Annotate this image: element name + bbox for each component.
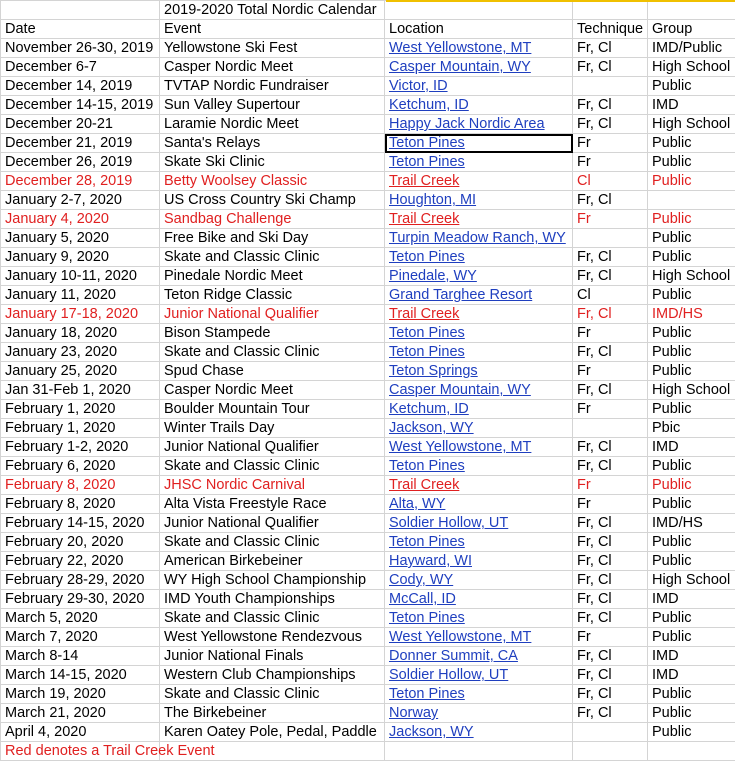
cell-event[interactable]: Boulder Mountain Tour [160,400,385,419]
table-row [1,438,735,457]
cell-date[interactable]: December 21, 2019 [1,134,160,153]
cell-group[interactable]: IMD [648,96,735,115]
cell-date[interactable]: February 22, 2020 [1,552,160,571]
cell-technique[interactable]: Fr [573,628,648,647]
cell-group[interactable]: IMD/HS [648,305,735,324]
cell-date[interactable]: February 1, 2020 [1,400,160,419]
cell-technique[interactable]: Fr, Cl [573,666,648,685]
cell-event[interactable]: Bison Stampede [160,324,385,343]
cell-technique[interactable] [573,723,648,742]
cell-location-link[interactable]: Jackson, WY [385,723,573,742]
cell-event[interactable]: Teton Ridge Classic [160,286,385,305]
cell-date[interactable]: February 6, 2020 [1,457,160,476]
cell-location-link[interactable]: Pinedale, WY [385,267,573,286]
cell-location-link[interactable]: West Yellowstone, MT [385,39,573,58]
cell-technique[interactable]: Fr, Cl [573,96,648,115]
cell-group[interactable]: Public [648,343,735,362]
cell-event[interactable]: Junior National Qualifier [160,305,385,324]
cell-event[interactable]: Skate and Classic Clinic [160,685,385,704]
cell-event[interactable]: Casper Nordic Meet [160,58,385,77]
table-row [1,210,735,229]
cell-location-link[interactable]: Casper Mountain, WY [385,58,573,77]
cell-technique[interactable]: Cl [573,172,648,191]
cell-group[interactable]: Pbic [648,419,735,438]
cell-event[interactable]: Free Bike and Ski Day [160,229,385,248]
cell-date[interactable]: December 14, 2019 [1,77,160,96]
cell-technique[interactable]: Fr, Cl [573,647,648,666]
table-row [1,191,735,210]
cell-location-link[interactable]: Casper Mountain, WY [385,381,573,400]
cell-location-link[interactable]: Teton Pines [385,324,573,343]
cell-event[interactable]: Sun Valley Supertour [160,96,385,115]
cell-group[interactable]: Public [648,457,735,476]
cell-group[interactable]: High School [648,115,735,134]
cell-location-link[interactable]: Teton Pines [385,343,573,362]
cell-date[interactable]: March 8-14 [1,647,160,666]
cell-date[interactable]: December 6-7 [1,58,160,77]
cell-event[interactable]: Spud Chase [160,362,385,381]
cell-date[interactable]: January 18, 2020 [1,324,160,343]
cell-location-link[interactable]: Soldier Hollow, UT [385,666,573,685]
cell-date[interactable]: January 17-18, 2020 [1,305,160,324]
cell-group[interactable]: Public [648,153,735,172]
cell-location-link[interactable]: Turpin Meadow Ranch, WY [385,229,573,248]
cell-event[interactable]: WY High School Championship [160,571,385,590]
cell-date[interactable]: April 4, 2020 [1,723,160,742]
table-row [1,533,735,552]
table-row [1,286,735,305]
table-row [1,77,735,96]
cell-technique[interactable]: Fr, Cl [573,438,648,457]
cell-group[interactable]: Public [648,552,735,571]
cell-event[interactable]: American Birkebeiner [160,552,385,571]
cell-date[interactable]: December 26, 2019 [1,153,160,172]
table-row [1,362,735,381]
table-row [1,153,735,172]
cell-empty[interactable] [648,1,735,20]
footnote-text[interactable]: Red denotes a Trail Creek Event [1,742,160,761]
cell-location-link[interactable]: Trail Creek [385,210,573,229]
table-row [1,704,735,723]
cell-location-link[interactable]: Ketchum, ID [385,96,573,115]
cell-technique[interactable]: Fr, Cl [573,381,648,400]
cell-location-link[interactable]: Happy Jack Nordic Area [385,115,573,134]
table-row [1,172,735,191]
cell-technique[interactable]: Fr, Cl [573,590,648,609]
cell-event[interactable]: Karen Oatey Pole, Pedal, Paddle [160,723,385,742]
cell-event[interactable]: Junior National Finals [160,647,385,666]
cell-event[interactable]: Casper Nordic Meet [160,381,385,400]
cell-event[interactable]: Betty Woolsey Classic [160,172,385,191]
cell-group[interactable]: Public [648,723,735,742]
cell-group[interactable]: Public [648,400,735,419]
cell-technique[interactable]: Fr, Cl [573,343,648,362]
table-row [1,229,735,248]
table-row [1,400,735,419]
cell-location-link[interactable]: Teton Springs [385,362,573,381]
cell-technique[interactable]: Fr, Cl [573,457,648,476]
table-row [1,571,735,590]
cell-location-link[interactable]: West Yellowstone, MT [385,438,573,457]
cell-event[interactable]: Western Club Championships [160,666,385,685]
table-row [1,666,735,685]
cell-technique[interactable]: Cl [573,286,648,305]
cell-date[interactable]: January 11, 2020 [1,286,160,305]
cell-date[interactable]: December 28, 2019 [1,172,160,191]
cell-date[interactable]: February 20, 2020 [1,533,160,552]
cell-location-link[interactable]: Jackson, WY [385,419,573,438]
cell-location-link[interactable]: Teton Pines [385,685,573,704]
cell-technique[interactable]: Fr, Cl [573,115,648,134]
table-row [1,96,735,115]
cell-date[interactable]: March 5, 2020 [1,609,160,628]
table-row [1,685,735,704]
cell-date[interactable]: February 1-2, 2020 [1,438,160,457]
cell-technique[interactable] [573,77,648,96]
cell-date[interactable]: March 14-15, 2020 [1,666,160,685]
table-row [1,647,735,666]
cell-location-link[interactable]: Teton Pines [385,457,573,476]
cell-empty[interactable] [385,1,573,20]
table-row [1,381,735,400]
cell-technique[interactable]: Fr, Cl [573,514,648,533]
cell-empty[interactable] [573,742,648,761]
table-row [1,248,735,267]
cell-empty[interactable] [648,742,735,761]
cell-event[interactable]: Junior National Qualifier [160,514,385,533]
cell-empty[interactable] [1,1,160,20]
cell-location-link[interactable]: Trail Creek [385,172,573,191]
cell-group[interactable]: Public [648,476,735,495]
table-row [1,324,735,343]
cell-location-link[interactable]: Hayward, WI [385,552,573,571]
cell-event[interactable]: Santa's Relays [160,134,385,153]
cell-group[interactable] [648,191,735,210]
cell-technique[interactable]: Fr, Cl [573,704,648,723]
table-row [1,552,735,571]
cell-location-link[interactable]: Soldier Hollow, UT [385,514,573,533]
cell-date[interactable]: February 1, 2020 [1,419,160,438]
cell-technique[interactable]: Fr [573,400,648,419]
cell-location-link[interactable]: McCall, ID [385,590,573,609]
table-row [1,628,735,647]
cell-group[interactable]: IMD [648,590,735,609]
cell-date[interactable]: February 14-15, 2020 [1,514,160,533]
cell-technique[interactable]: Fr [573,476,648,495]
cell-technique[interactable]: Fr, Cl [573,248,648,267]
header-group[interactable]: Group [648,20,735,39]
cell-location-link[interactable]: Alta, WY [385,495,573,514]
table-row [1,39,735,58]
cell-event[interactable]: Junior National Qualifier [160,438,385,457]
cell-event[interactable]: IMD Youth Championships [160,590,385,609]
cell-date[interactable]: March 7, 2020 [1,628,160,647]
cell-group[interactable]: High School [648,381,735,400]
cell-date[interactable]: February 28-29, 2020 [1,571,160,590]
cell-event[interactable]: Skate and Classic Clinic [160,533,385,552]
cell-event[interactable]: TVTAP Nordic Fundraiser [160,77,385,96]
cell-technique[interactable] [573,229,648,248]
cell-event[interactable]: Alta Vista Freestyle Race [160,495,385,514]
cell-location-link[interactable]: Trail Creek [385,305,573,324]
cell-date[interactable]: Jan 31-Feb 1, 2020 [1,381,160,400]
cell-event[interactable]: The Birkebeiner [160,704,385,723]
cell-date[interactable]: January 25, 2020 [1,362,160,381]
cell-event[interactable]: US Cross Country Ski Champ [160,191,385,210]
cell-group[interactable]: IMD/Public [648,39,735,58]
cell-date[interactable]: January 10-11, 2020 [1,267,160,286]
table-row [1,115,735,134]
cell-date[interactable]: March 19, 2020 [1,685,160,704]
cell-technique[interactable]: Fr, Cl [573,58,648,77]
table-row [1,58,735,77]
cell-event[interactable]: Skate and Classic Clinic [160,609,385,628]
cell-group[interactable]: Public [648,248,735,267]
cell-technique[interactable]: Fr, Cl [573,552,648,571]
header-row [1,20,735,39]
cell-group[interactable]: Public [648,704,735,723]
cell-group[interactable]: IMD/HS [648,514,735,533]
cell-location-link[interactable]: Victor, ID [385,77,573,96]
footnote-row [1,742,735,761]
cell-technique[interactable]: Fr [573,495,648,514]
cell-technique[interactable]: Fr [573,153,648,172]
cell-group[interactable]: High School [648,58,735,77]
cell-date[interactable]: January 2-7, 2020 [1,191,160,210]
cell-date[interactable]: December 20-21 [1,115,160,134]
cell-technique[interactable]: Fr, Cl [573,571,648,590]
cell-group[interactable]: Public [648,362,735,381]
cell-event[interactable]: Skate and Classic Clinic [160,248,385,267]
cell-group[interactable]: Public [648,628,735,647]
cell-group[interactable]: IMD [648,438,735,457]
sheet-title[interactable]: 2019-2020 Total Nordic Calendar [160,1,385,20]
table-row [1,267,735,286]
cell-group[interactable]: Public [648,229,735,248]
cell-event[interactable]: Sandbag Challenge [160,210,385,229]
cell-empty[interactable] [573,1,648,20]
cell-date[interactable]: January 5, 2020 [1,229,160,248]
cell-location-link[interactable]: Teton Pines [385,153,573,172]
cell-location-link[interactable]: Teton Pines [385,248,573,267]
cell-group[interactable]: Public [648,533,735,552]
cell-technique[interactable]: Fr [573,210,648,229]
cell-group[interactable]: Public [648,609,735,628]
cell-date[interactable]: January 4, 2020 [1,210,160,229]
cell-group[interactable]: High School [648,571,735,590]
cell-event[interactable]: Pinedale Nordic Meet [160,267,385,286]
cell-date[interactable]: January 9, 2020 [1,248,160,267]
cell-group[interactable]: IMD [648,666,735,685]
cell-group[interactable]: Public [648,685,735,704]
cell-location-link[interactable]: Houghton, MI [385,191,573,210]
cell-technique[interactable] [573,419,648,438]
header-event[interactable]: Event [160,20,385,39]
cell-location-link[interactable]: Teton Pines [385,134,573,153]
cell-location-link[interactable]: Trail Creek [385,476,573,495]
cell-group[interactable]: Public [648,286,735,305]
table-row [1,305,735,324]
cell-location-link[interactable]: Ketchum, ID [385,400,573,419]
cell-event[interactable]: Skate Ski Clinic [160,153,385,172]
title-row [1,1,735,20]
cell-technique[interactable]: Fr, Cl [573,533,648,552]
cell-event[interactable]: Laramie Nordic Meet [160,115,385,134]
cell-group[interactable]: High School [648,267,735,286]
cell-technique[interactable]: Fr [573,134,648,153]
cell-date[interactable]: November 26-30, 2019 [1,39,160,58]
cell-group[interactable]: Public [648,77,735,96]
cell-location-link[interactable]: Donner Summit, CA [385,647,573,666]
header-technique[interactable]: Technique [573,20,648,39]
cell-event[interactable]: Winter Trails Day [160,419,385,438]
cell-group[interactable]: Public [648,210,735,229]
table-row [1,609,735,628]
table-row [1,495,735,514]
cell-event[interactable]: Skate and Classic Clinic [160,343,385,362]
cell-date[interactable]: February 8, 2020 [1,495,160,514]
selection-edge-indicator [386,0,735,2]
cell-date[interactable]: March 21, 2020 [1,704,160,723]
cell-group[interactable]: IMD [648,647,735,666]
cell-event[interactable]: West Yellowstone Rendezvous [160,628,385,647]
header-date[interactable]: Date [1,20,160,39]
cell-technique[interactable]: Fr, Cl [573,39,648,58]
table-row [1,457,735,476]
cell-event[interactable]: Yellowstone Ski Fest [160,39,385,58]
table-row [1,419,735,438]
cell-group[interactable]: Public [648,324,735,343]
cell-technique[interactable]: Fr, Cl [573,267,648,286]
cell-technique[interactable]: Fr [573,324,648,343]
table-row [1,134,735,153]
cell-date[interactable]: February 8, 2020 [1,476,160,495]
cell-location-link[interactable]: Norway [385,704,573,723]
cell-date[interactable]: December 14-15, 2019 [1,96,160,115]
cell-location-link[interactable]: Cody, WY [385,571,573,590]
cell-event[interactable]: JHSC Nordic Carnival [160,476,385,495]
cell-date[interactable]: February 29-30, 2020 [1,590,160,609]
cell-technique[interactable]: Fr, Cl [573,191,648,210]
cell-group[interactable]: Public [648,495,735,514]
cell-empty[interactable] [385,742,573,761]
table-row [1,723,735,742]
header-location[interactable]: Location [385,20,573,39]
table-row [1,476,735,495]
cell-technique[interactable]: Fr, Cl [573,305,648,324]
table-row [1,343,735,362]
cell-technique[interactable]: Fr [573,362,648,381]
cell-event[interactable]: Skate and Classic Clinic [160,457,385,476]
table-row [1,514,735,533]
cell-location-link[interactable]: West Yellowstone, MT [385,628,573,647]
cell-location-link[interactable]: Teton Pines [385,609,573,628]
cell-group[interactable]: Public [648,134,735,153]
cell-technique[interactable]: Fr, Cl [573,609,648,628]
cell-location-link[interactable]: Teton Pines [385,533,573,552]
cell-group[interactable]: Public [648,172,735,191]
table-row [1,590,735,609]
cell-technique[interactable]: Fr, Cl [573,685,648,704]
cell-date[interactable]: January 23, 2020 [1,343,160,362]
cell-location-link[interactable]: Grand Targhee Resort [385,286,573,305]
